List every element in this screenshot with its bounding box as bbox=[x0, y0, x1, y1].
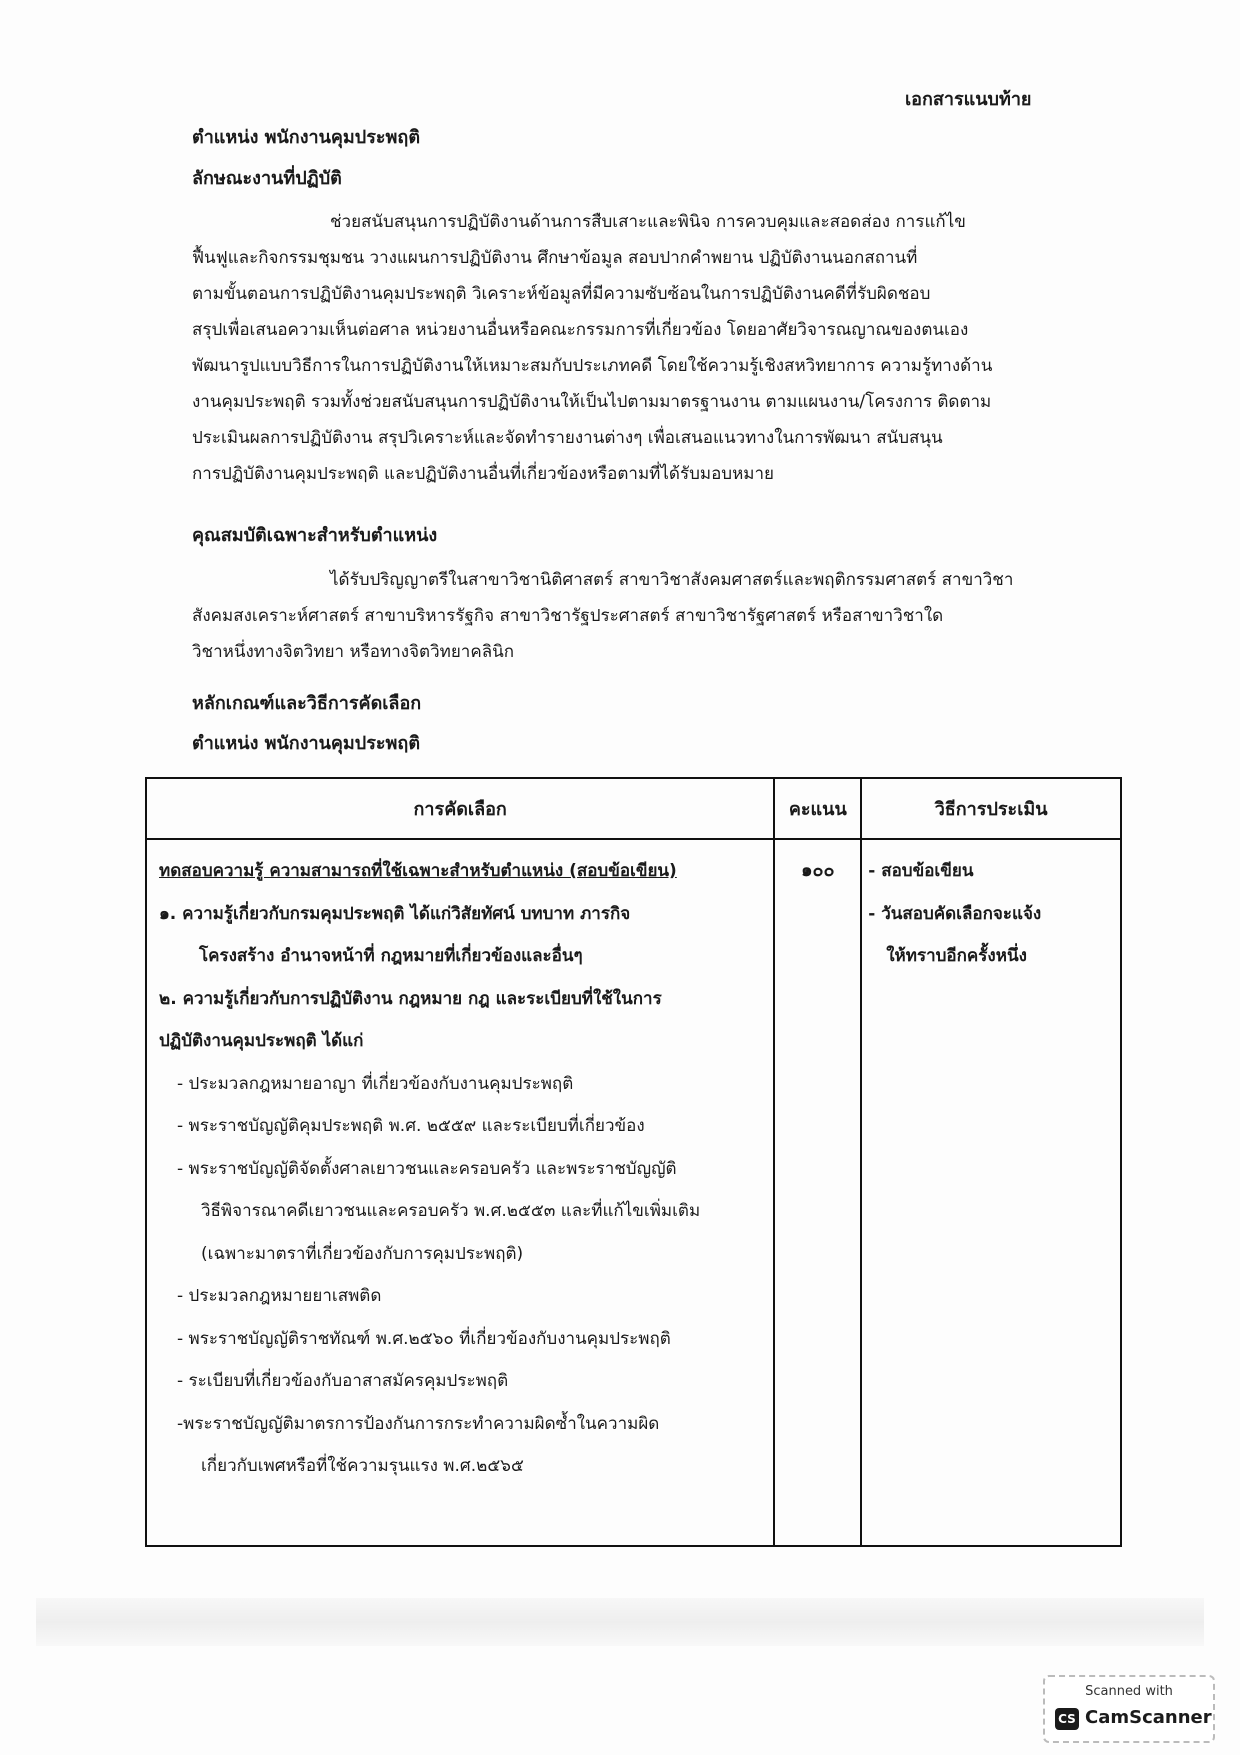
item1-line: ๑. ความรู้เกี่ยวกับกรมคุมประพฤติ ได้แก่วิสัยทัศน์ บทบาท ภารกิจ bbox=[159, 903, 631, 924]
duties-line: การปฏิบัติงานคุมประพฤติ และปฏิบัติงานอื่นที่เกี่ยวข้องหรือตามที่ได้รับมอบหมาย bbox=[192, 464, 775, 484]
annex-label: เอกสารแนบท้าย bbox=[905, 89, 1032, 110]
badge-top-text: Scanned with bbox=[1085, 1684, 1173, 1699]
law-list-item: - ประมวลกฎหมายยาเสพติด bbox=[177, 1286, 382, 1306]
header-method: วิธีการประเมิน bbox=[861, 778, 1121, 839]
law-list-item: เกี่ยวกับเพศหรือที่ใช้ความรุนแรง พ.ศ.๒๕๖๕ bbox=[201, 1456, 524, 1476]
item2-line: ๒. ความรู้เกี่ยวกับการปฏิบัติงาน กฎหมาย กฎ และระเบียบที่ใช้ในการ bbox=[159, 988, 662, 1009]
duties-line: ประเมินผลการปฏิบัติงาน สรุปวิเคราะห์และจัดทำรายงานต่างๆ เพื่อเสนอแนวทางในการพัฒนา สนับสนุน bbox=[192, 428, 943, 448]
score-value: ๑๐๐ bbox=[801, 860, 835, 881]
selection-cell bbox=[146, 839, 774, 1546]
law-list-item: - ประมวลกฎหมายอาญา ที่เกี่ยวข้องกับงานคุมประพฤติ bbox=[177, 1073, 574, 1094]
camscanner-logo-icon: CS bbox=[1055, 1708, 1079, 1730]
qualification-line: สังคมสงเคราะห์ศาสตร์ สาขาบริหารรัฐกิจ สาขาวิชารัฐประศาสตร์ สาขาวิชารัฐศาสตร์ หรือสาขาวิชาใด bbox=[192, 606, 944, 626]
method-cell bbox=[861, 839, 1121, 1546]
duties-heading: ลักษณะงานที่ปฏิบัติ bbox=[192, 168, 342, 189]
law-list-item: (เฉพาะมาตราที่เกี่ยวข้องกับการคุมประพฤติ) bbox=[201, 1243, 524, 1264]
item1-continuation: โครงสร้าง อำนาจหน้าที่ กฎหมายที่เกี่ยวข้องและอื่นๆ bbox=[199, 946, 583, 966]
badge-brand-text: CamScanner bbox=[1085, 1707, 1212, 1728]
method-line: - สอบข้อเขียน bbox=[868, 861, 974, 881]
law-list-item: วิธีพิจารณาคดีเยาวชนและครอบครัว พ.ศ.๒๕๕๓ และที่แก้ไขเพิ่มเติม bbox=[201, 1201, 701, 1221]
law-list-item: - ระเบียบที่เกี่ยวข้องกับอาสาสมัครคุมประพฤติ bbox=[177, 1371, 509, 1391]
duties-line: สรุปเพื่อเสนอความเห็นต่อศาล หน่วยงานอื่นหรือคณะกรรมการที่เกี่ยวข้อง โดยอาศัยวิจารณญาณของตนเอง bbox=[192, 320, 969, 340]
method-line: ให้ทราบอีกครั้งหนึ่ง bbox=[886, 946, 1027, 966]
law-list-item: - พระราชบัญญัติจัดตั้งศาลเยาวชนและครอบครัว และพระราชบัญญัติ bbox=[177, 1158, 677, 1179]
law-list-item: - พระราชบัญญัติราชทัณฑ์ พ.ศ.๒๕๖๐ ที่เกี่ยวข้องกับงานคุมประพฤติ bbox=[177, 1328, 671, 1349]
qualification-heading: คุณสมบัติเฉพาะสำหรับตำแหน่ง bbox=[192, 525, 438, 546]
qualification-line: วิชาหนึ่งทางจิตวิทยา หรือทางจิตวิทยาคลินิก bbox=[192, 642, 515, 662]
item2-continuation: ปฏิบัติงานคุมประพฤติ ได้แก่ bbox=[159, 1031, 364, 1051]
scan-shadow-band bbox=[36, 1598, 1204, 1646]
camscanner-badge bbox=[1043, 1675, 1215, 1743]
exam-title: ทดสอบความรู้ ความสามารถที่ใช้เฉพาะสำหรับตำแหน่ง (สอบข้อเขียน) bbox=[159, 861, 677, 881]
duties-line: พัฒนารูปแบบวิธีการในการปฏิบัติงานให้เหมาะสมกับประเภทคดี โดยใช้ความรู้เชิงสหวิทยาการ ความรู้ทางด้าน bbox=[192, 356, 993, 376]
qualification-paragraph bbox=[192, 562, 1096, 670]
duties-line: ฟื้นฟูและกิจกรรมชุมชน วางแผนการปฏิบัติงาน ศึกษาข้อมูล สอบปากคำพยาน ปฏิบัติงานนอกสถานที่ bbox=[192, 248, 918, 268]
score-cell bbox=[774, 839, 861, 1546]
qualification-line: ได้รับปริญญาตรีในสาขาวิชานิติศาสตร์ สาขาวิชาสังคมศาสตร์และพฤติกรรมศาสตร์ สาขาวิชา bbox=[330, 570, 1014, 590]
method-line: - วันสอบคัดเลือกจะแจ้ง bbox=[868, 903, 1042, 924]
selection-table bbox=[145, 777, 1122, 1547]
header-score: คะแนน bbox=[774, 778, 861, 839]
duties-line: ช่วยสนับสนุนการปฏิบัติงานด้านการสืบเสาะและพินิจ การควบคุมและสอดส่อง การแก้ไข bbox=[330, 212, 966, 232]
duties-line: ตามขั้นตอนการปฏิบัติงานคุมประพฤติ วิเคราะห์ข้อมูลที่มีความซับซ้อนในการปฏิบัติงานคดีที่รับผิดชอบ bbox=[192, 284, 931, 304]
law-list bbox=[159, 1063, 767, 1488]
table-header-row bbox=[146, 778, 1121, 839]
duties-paragraph bbox=[192, 204, 1096, 492]
criteria-heading: หลักเกณฑ์และวิธีการคัดเลือก bbox=[192, 693, 422, 714]
law-list-item: - พระราชบัญญัติคุมประพฤติ พ.ศ. ๒๕๕๙ และระเบียบที่เกี่ยวข้อง bbox=[177, 1116, 645, 1136]
table-row bbox=[146, 839, 1121, 1546]
duties-line: งานคุมประพฤติ รวมทั้งช่วยสนับสนุนการปฏิบัติงานให้เป็นไปตามมาตรฐานงาน ตามแผนงาน/โครงการ ติดตาม bbox=[192, 392, 992, 412]
law-list-item: -พระราชบัญญัติมาตรการป้องกันการกระทำความผิดซ้ำในความผิด bbox=[177, 1413, 660, 1434]
criteria-position: ตำแหน่ง พนักงานคุมประพฤติ bbox=[192, 733, 421, 754]
position-heading: ตำแหน่ง พนักงานคุมประพฤติ bbox=[192, 127, 421, 148]
header-selection: การคัดเลือก bbox=[146, 778, 774, 839]
